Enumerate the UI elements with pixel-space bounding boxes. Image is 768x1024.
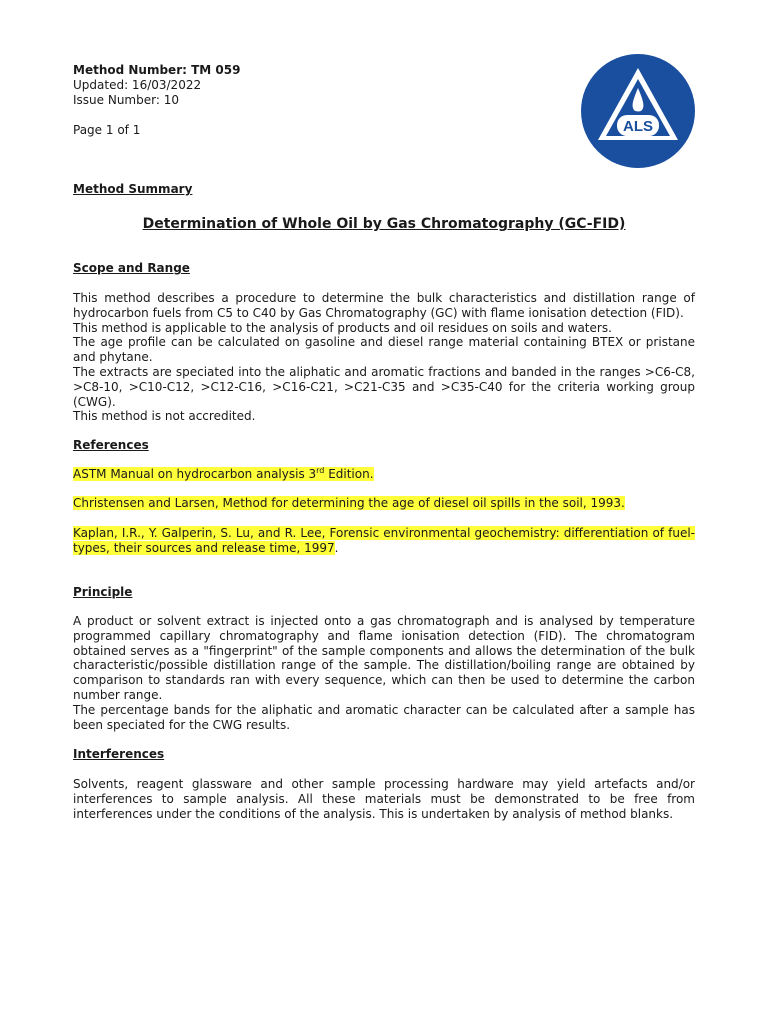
reference-text: Christensen and Larsen, Method for determining the age of diesel oil spills in the soil, 1993. xyxy=(73,496,625,510)
page-number: Page 1 of 1 xyxy=(73,123,141,137)
method-summary-label: Method Summary xyxy=(73,182,193,196)
reference-text: Edition. xyxy=(324,467,374,481)
document-header xyxy=(73,63,240,108)
interferences-section xyxy=(73,777,695,821)
issue-number: Issue Number: 10 xyxy=(73,93,179,107)
scope-paragraph: This method is not accredited. xyxy=(73,409,256,424)
updated-date: Updated: 16/03/2022 xyxy=(73,78,202,92)
reference-text: ASTM Manual on hydrocarbon analysis 3 xyxy=(73,467,317,481)
scope-heading: Scope and Range xyxy=(73,261,190,275)
reference-text: Kaplan, I.R., Y. Galperin, S. Lu, and R. Lee, Forensic environmental geochemistry: differentiation of fuel-types, their sources and release time, 1997 xyxy=(73,526,695,555)
interferences-paragraph: Solvents, reagent glassware and other sample processing hardware may yield artefacts and/or interferences to sample analysis. All these materials must be demonstrated to be free from interferences under the conditions of the analysis. This is undertaken by analysis of method blanks. xyxy=(73,777,695,821)
document-title: Determination of Whole Oil by Gas Chromatography (GC-FID) xyxy=(142,216,626,232)
interferences-heading: Interferences xyxy=(73,747,165,761)
reference-item xyxy=(73,526,695,556)
scope-paragraph: This method describes a procedure to determine the bulk characteristics and distillation range of hydrocarbon fuels from C5 to C40 by Gas Chromatography (GC) with flame ionisation detection (FID). xyxy=(73,291,695,320)
reference-superscript: rd xyxy=(316,466,325,475)
reference-item xyxy=(73,496,695,511)
references-heading: References xyxy=(73,438,149,452)
scope-section xyxy=(73,291,695,424)
principle-section xyxy=(73,614,695,732)
principle-paragraph: A product or solvent extract is injected onto a gas chromatograph and is analysed by temperature programmed capillary chromatography and flame ionisation detection (FID). The chromatogram obtained serves as a "fingerprint" of the sample components and allows the determination of the bulk characteristic/possible distillation range of the sample. The distillation/boiling range are obtained by comparison to standards ran with every sequence, which can then be used to determine the carbon number range. xyxy=(73,614,695,702)
reference-item xyxy=(73,467,695,482)
principle-heading: Principle xyxy=(73,585,133,599)
scope-paragraph: The age profile can be calculated on gasoline and diesel range material containing BTEX or pristane and phytane. xyxy=(73,335,695,365)
method-number: Method Number: TM 059 xyxy=(73,63,241,77)
reference-text-tail: . xyxy=(334,540,339,555)
logo-text: ALS xyxy=(623,118,653,135)
scope-paragraph: This method is applicable to the analysis of products and oil residues on soils and waters. xyxy=(73,320,612,335)
als-logo-icon xyxy=(581,54,695,168)
scope-paragraph: The extracts are speciated into the aliphatic and aromatic fractions and banded in the ranges >C6-C8, >C8-10, >C10-C12, >C12-C16, >C16-C21, >C21-C35 and >C35-C40 for the criteria working group (CWG). xyxy=(73,364,695,409)
principle-paragraph: The percentage bands for the aliphatic and aromatic character can be calculated after a sample has been speciated for the CWG results. xyxy=(73,702,695,732)
